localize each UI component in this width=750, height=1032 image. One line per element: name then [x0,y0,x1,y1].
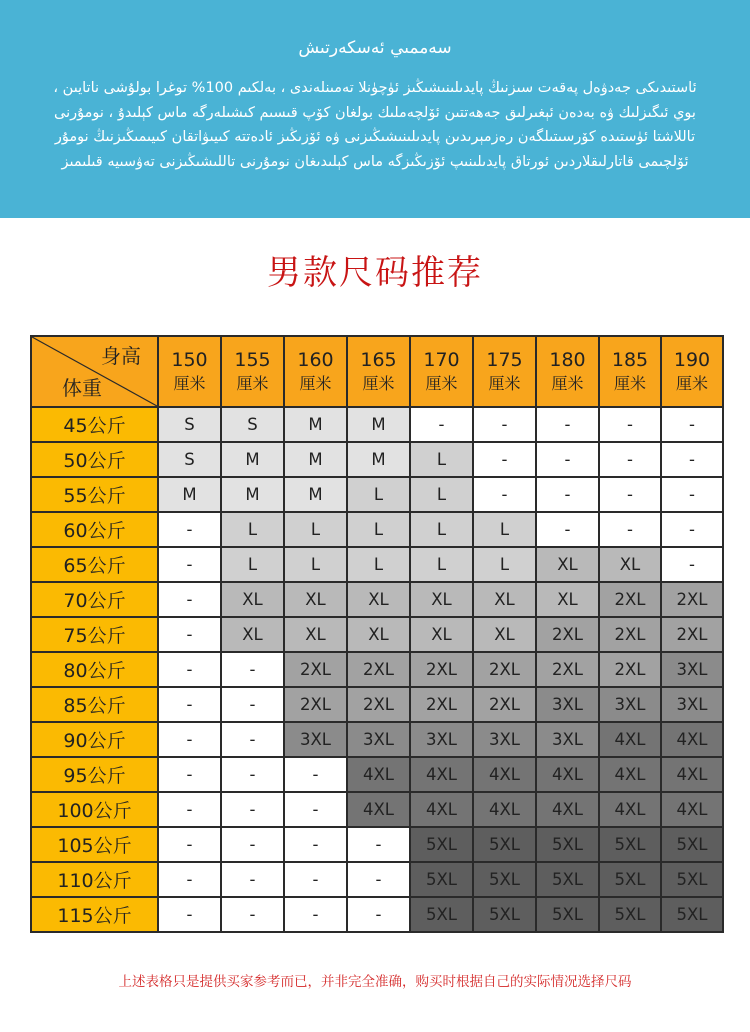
height-unit: 厘米 [613,373,646,393]
size-cell: 5XL [410,827,473,862]
size-cell: L [410,477,473,512]
weight-row-header: 80公斤 [31,652,158,687]
size-cell: 2XL [284,652,347,687]
height-unit: 厘米 [173,373,206,393]
size-cell: 4XL [599,792,661,827]
size-cell: - [221,862,284,897]
size-cell: XL [473,582,536,617]
size-cell: S [158,442,221,477]
size-cell: - [599,512,661,547]
size-cell: L [221,547,284,582]
weight-row-header: 55公斤 [31,477,158,512]
size-cell: 5XL [473,862,536,897]
size-cell: - [158,757,221,792]
table-row [31,862,723,897]
size-cell: XL [410,617,473,652]
table-row [31,617,723,652]
size-cell: - [221,897,284,932]
size-cell: M [221,442,284,477]
size-cell: - [221,722,284,757]
size-cell: 5XL [661,862,723,897]
height-column-header [158,336,221,407]
size-cell: L [410,512,473,547]
weight-axis-label: 体重 [62,376,102,400]
size-chart-table [30,335,724,933]
size-cell: 5XL [536,827,599,862]
table-row [31,757,723,792]
size-cell: - [221,827,284,862]
weight-row-header: 70公斤 [31,582,158,617]
table-row [31,512,723,547]
size-cell: - [473,477,536,512]
size-cell: L [473,547,536,582]
size-cell: 4XL [661,792,723,827]
size-cell: - [158,582,221,617]
height-column-header [599,336,661,407]
size-cell: - [347,827,410,862]
size-cell: 5XL [410,862,473,897]
size-cell: - [284,792,347,827]
size-cell: S [221,407,284,442]
size-cell: 2XL [347,652,410,687]
size-cell: - [536,442,599,477]
size-cell: 3XL [661,687,723,722]
size-cell: 2XL [599,582,661,617]
weight-row-header: 105公斤 [31,827,158,862]
height-column-header [410,336,473,407]
size-cell: - [158,512,221,547]
size-cell: - [158,617,221,652]
size-cell: 4XL [473,792,536,827]
size-cell: 2XL [661,582,723,617]
size-cell: - [599,442,661,477]
size-cell: - [599,407,661,442]
size-cell: M [158,477,221,512]
size-cell: 5XL [473,897,536,932]
table-row [31,477,723,512]
table-row [31,722,723,757]
size-cell: - [347,862,410,897]
weight-row-header: 45公斤 [31,407,158,442]
height-column-header [661,336,723,407]
size-cell: 3XL [347,722,410,757]
size-cell: 4XL [599,757,661,792]
size-cell: 5XL [599,827,661,862]
size-cell: 4XL [347,792,410,827]
size-cell: L [347,477,410,512]
weight-row-header: 50公斤 [31,442,158,477]
table-row [31,897,723,932]
size-cell: - [347,897,410,932]
size-cell: - [158,827,221,862]
size-cell: 4XL [410,757,473,792]
notice-text [30,76,720,174]
size-cell: - [536,477,599,512]
header-row [31,336,723,407]
notice-line: ئاستىدىكى جەدۋەل پەقەت سىزنىڭ پايدىلىنىشىڭىز ئۈچۈنلا تەمىنلەندى ، بەلكىم 100% توغرا بولۇشى ناتايىن ، [53,80,697,96]
size-cell: - [473,407,536,442]
height-value: 185 [611,348,649,371]
table-row [31,407,723,442]
page-title: 男款尺码推荐 [267,253,483,293]
height-unit: 厘米 [551,373,584,393]
size-cell: L [410,547,473,582]
size-cell: - [599,477,661,512]
size-cell: - [221,757,284,792]
size-cell: - [221,652,284,687]
table-row [31,547,723,582]
height-unit: 厘米 [362,373,395,393]
size-cell: 2XL [473,687,536,722]
size-cell: M [284,442,347,477]
height-value: 175 [486,348,523,371]
size-cell: - [473,442,536,477]
notice-line: تاللاشتا ئۈستىدە كۆرسىتىلگەن رەزمېرىدىن پايدىلىنىشىڭىزنى ۋە ئۆزىڭىز ئادەتتە كىيىۋاتقان كىيىمىڭىزنىڭ نومۇر [54,129,696,145]
weight-row-header: 75公斤 [31,617,158,652]
height-column-header [221,336,284,407]
table-row [31,827,723,862]
weight-row-header: 100公斤 [31,792,158,827]
size-cell: 4XL [661,722,723,757]
size-cell: L [221,512,284,547]
size-cell: 3XL [284,722,347,757]
size-cell: - [221,687,284,722]
size-cell: M [284,477,347,512]
size-cell: 3XL [599,687,661,722]
size-cell: XL [284,617,347,652]
table-row [31,582,723,617]
height-unit: 厘米 [488,373,521,393]
notice-line: ئۆلچىمى قاتارلىقلاردىن ئورتاق پايدىلىنىپ ئۆزىڭىزگە ماس كېلىدىغان نومۇرنى تاللىشىڭىزنى تەۋسىيە قىلىمىز [61,153,689,170]
size-cell: 5XL [410,897,473,932]
size-cell: XL [473,617,536,652]
weight-row-header: 85公斤 [31,687,158,722]
size-cell: 2XL [599,617,661,652]
size-cell: 3XL [473,722,536,757]
size-cell: 2XL [410,652,473,687]
height-axis-label: 身高 [101,344,141,368]
size-cell: - [410,407,473,442]
height-value: 160 [297,348,334,371]
size-cell: 2XL [347,687,410,722]
weight-row-header: 95公斤 [31,757,158,792]
size-cell: - [284,757,347,792]
size-cell: - [221,792,284,827]
size-cell: - [158,862,221,897]
height-value: 150 [171,348,208,371]
size-cell: XL [221,617,284,652]
size-cell: 4XL [347,757,410,792]
size-cell: - [536,512,599,547]
size-cell: - [158,652,221,687]
size-cell: 5XL [661,897,723,932]
height-column-header [473,336,536,407]
size-cell: M [347,407,410,442]
size-table-body [31,407,723,932]
size-cell: S [158,407,221,442]
height-column-header [347,336,410,407]
size-cell: 4XL [473,757,536,792]
size-cell: XL [536,547,599,582]
height-unit: 厘米 [299,373,332,393]
size-cell: XL [536,582,599,617]
size-cell: XL [347,617,410,652]
size-cell: M [221,477,284,512]
size-cell: L [347,547,410,582]
size-cell: XL [221,582,284,617]
table-row [31,442,723,477]
size-cell: 2XL [661,617,723,652]
size-cell: 5XL [536,862,599,897]
corner-cell [31,336,158,407]
size-cell: 2XL [410,687,473,722]
notice-line: بوي ئىگىزلىك ۋە بەدەن ئېغىرلىق جەھەتتىن ئۆلچەملىك بولغان كۆپ قىسىم كىشىلەرگە ماس كېلىدۇ ، نومۇرنى [54,104,696,121]
size-cell: - [158,547,221,582]
weight-row-header: 90公斤 [31,722,158,757]
size-cell: 4XL [661,757,723,792]
size-cell: - [158,722,221,757]
disclaimer-note: 上述表格只是提供买家参考而已，并非完全准确，购买时根据自己的实际情况选择尺码 [118,974,632,990]
size-cell: 2XL [284,687,347,722]
size-cell: 5XL [599,897,661,932]
size-cell: - [536,407,599,442]
weight-row-header: 115公斤 [31,897,158,932]
notice-banner [0,0,750,218]
size-cell: 2XL [536,652,599,687]
table-row [31,687,723,722]
size-cell: XL [347,582,410,617]
size-cell: XL [410,582,473,617]
height-value: 165 [360,348,397,371]
size-cell: 2XL [536,617,599,652]
size-cell: 3XL [410,722,473,757]
height-value: 170 [423,348,460,371]
size-cell: XL [284,582,347,617]
size-cell: L [410,442,473,477]
size-cell: 3XL [536,722,599,757]
size-cell: M [347,442,410,477]
height-value: 155 [234,348,271,371]
size-cell: 4XL [536,757,599,792]
weight-row-header: 65公斤 [31,547,158,582]
size-cell: - [284,827,347,862]
weight-row-header: 60公斤 [31,512,158,547]
weight-row-header: 110公斤 [31,862,158,897]
height-unit: 厘米 [675,373,708,393]
size-cell: - [661,442,723,477]
size-cell: - [661,512,723,547]
size-cell: - [284,862,347,897]
size-cell: 2XL [473,652,536,687]
size-cell: 5XL [661,827,723,862]
size-cell: L [284,512,347,547]
size-cell: 4XL [410,792,473,827]
height-unit: 厘米 [236,373,269,393]
size-cell: - [284,897,347,932]
size-cell: 5XL [473,827,536,862]
height-value: 190 [673,348,711,371]
size-cell: L [473,512,536,547]
size-cell: - [158,687,221,722]
size-cell: - [158,897,221,932]
size-cell: 5XL [599,862,661,897]
size-cell: XL [599,547,661,582]
size-cell: 4XL [599,722,661,757]
size-cell: - [661,407,723,442]
table-row [31,792,723,827]
size-cell: 4XL [536,792,599,827]
size-cell: - [661,547,723,582]
height-column-header [536,336,599,407]
notice-title: سەممىي ئەسكەرتىش [298,38,452,58]
size-cell: M [284,407,347,442]
size-cell: 3XL [536,687,599,722]
size-cell: 5XL [536,897,599,932]
size-cell: - [158,792,221,827]
height-value: 180 [549,348,586,371]
table-row [31,652,723,687]
size-cell: L [347,512,410,547]
height-unit: 厘米 [425,373,458,393]
size-cell: 2XL [599,652,661,687]
size-cell: - [661,477,723,512]
height-column-header [284,336,347,407]
size-cell: 3XL [661,652,723,687]
size-cell: L [284,547,347,582]
